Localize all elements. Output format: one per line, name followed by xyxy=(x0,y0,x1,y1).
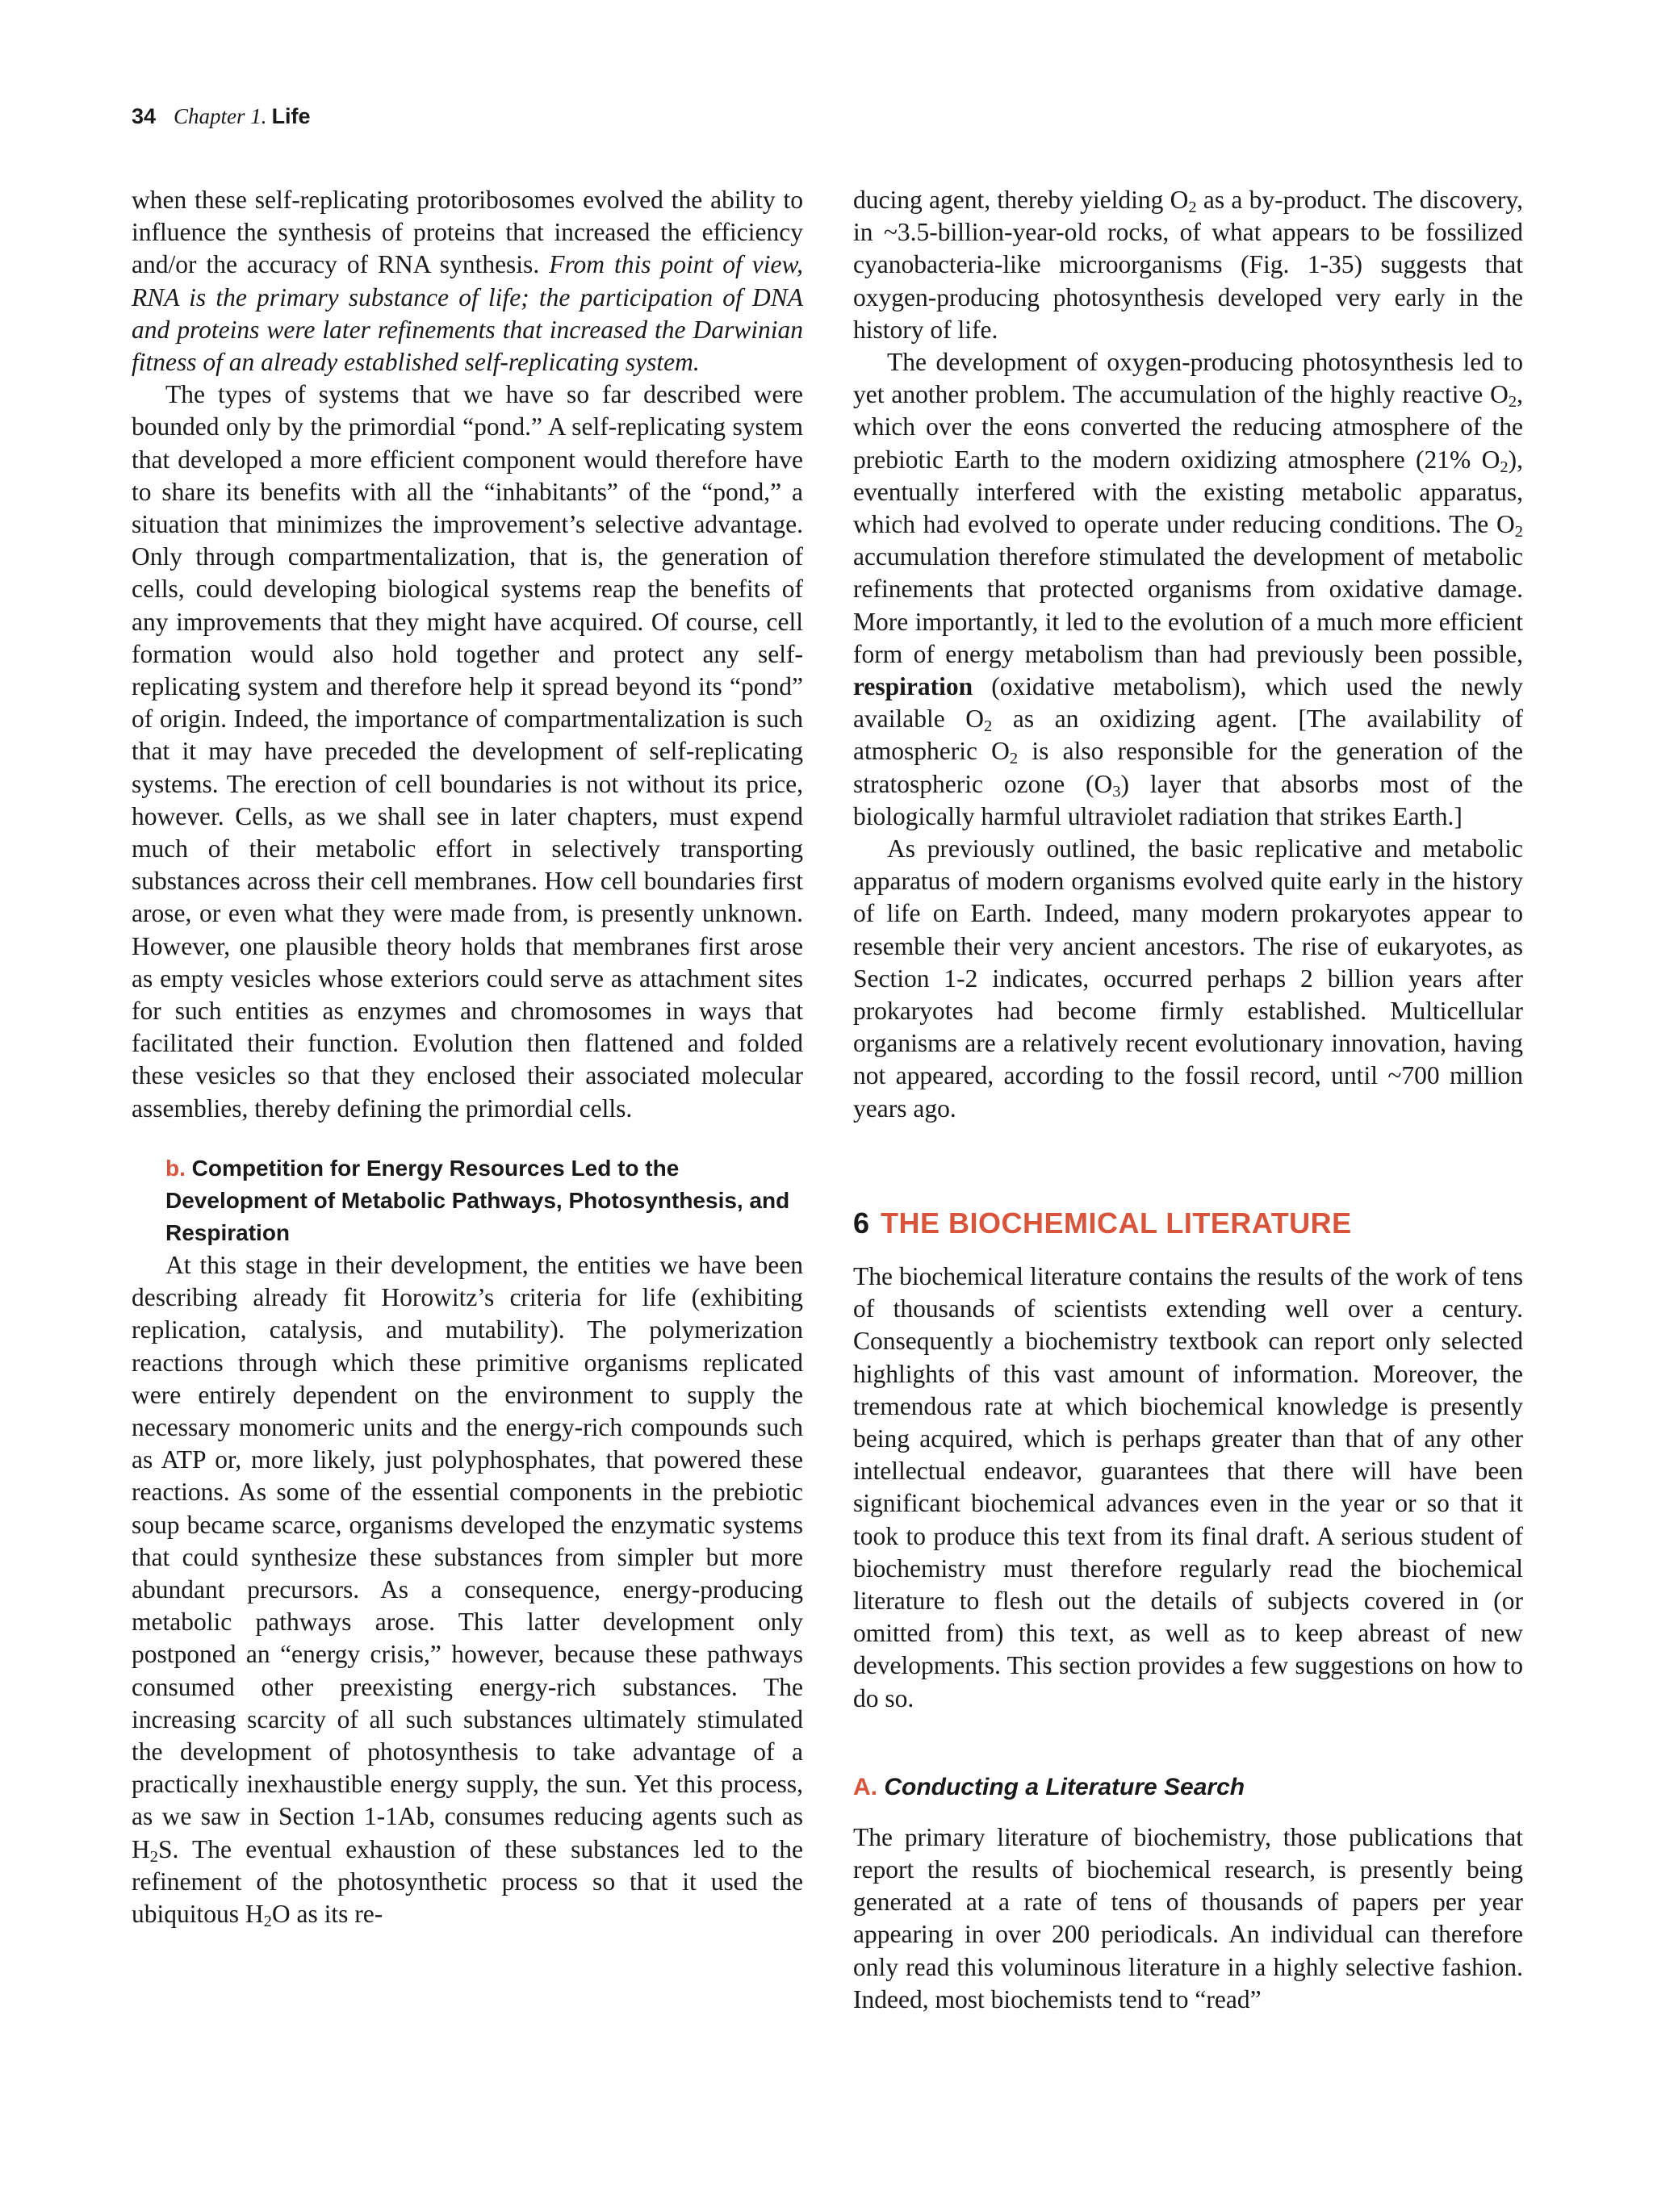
page-number: 34 xyxy=(132,104,157,128)
paragraph xyxy=(132,1249,803,1930)
paragraph-text: accumulation therefore stimulated the development of metabolic refinements that protected organisms from oxidative damage. More importantly, it led to the evolution of a much more efficient form of energy metabolism than had previously been possible, xyxy=(853,542,1523,668)
paragraph xyxy=(853,184,1523,346)
section-heading xyxy=(853,1204,1523,1243)
section-number: 6 xyxy=(853,1206,870,1240)
paragraph-text: ), eventually interfered with the existing metabolic apparatus, which had evolved to operate under reducing conditions. The O xyxy=(853,445,1523,539)
subsection-heading xyxy=(853,1771,1523,1804)
chapter-name: Life xyxy=(271,104,311,128)
subscript: 2 xyxy=(263,1913,272,1931)
paragraph-text: ducing agent, thereby yielding O xyxy=(853,186,1189,214)
subsection-letter: b. xyxy=(165,1155,186,1181)
subscript: 2 xyxy=(1500,458,1509,476)
paragraph-italic-text: From this point of view, RNA is the primary substance of life; the participation of DNA and proteins were later refinements that increased the Darwinian fitness of an already established self-replicating system. xyxy=(132,250,804,377)
paragraph: The primary literature of biochemistry, those publications that report the results of biochemical research, is presently being generated at a rate of tens of thousands of papers per year appearing in over 200 periodicals. An individual can therefore only read this voluminous literature in a highly selective fashion. Indeed, most biochemists tend to “read” xyxy=(853,1822,1523,2013)
running-head xyxy=(132,100,311,132)
subscript: 2 xyxy=(1009,750,1019,768)
subsection-heading xyxy=(165,1152,803,1249)
subsection-letter: A. xyxy=(853,1773,877,1800)
left-column xyxy=(132,184,803,1930)
bold-term: respiration xyxy=(853,672,973,701)
paragraph: As previously outlined, the basic replicative and metabolic apparatus of modern organisms evolved quite early in the history of life on Earth. Indeed, many modern prokaryotes appear to resemble their very ancient ancestors. The rise of eukaryotes, as Section 1-2 indicates, occurred perhaps 2 billion years after prokaryotes had become firmly established. Multicellular organisms are a relatively recent evolutionary innovation, having not appeared, according to the fossil record, until ~700 million years ago. xyxy=(853,834,1523,1123)
subsection-title: Conducting a Literature Search xyxy=(884,1773,1245,1800)
subscript: 2 xyxy=(1508,393,1517,412)
section-title: THE BIOCHEMICAL LITERATURE xyxy=(881,1206,1352,1240)
subscript: 2 xyxy=(984,717,993,736)
chapter-label: Chapter 1. xyxy=(174,104,267,128)
right-column xyxy=(853,184,1523,2016)
paragraph: The biochemical literature contains the results of the work of tens of thousands of scientists extending well over a century. Consequently a biochemistry textbook can report only selected highlights of this vast amount of information. Moreover, the tremendous rate at which biochemical knowledge is presently being acquired, which is perhaps greater than that of any other intellectual endeavor, guarantees that there will have been significant biochemical advances even in the year or so that it took to produce this text from its final draft. A serious student of biochemistry must therefore regularly read the biochemical literature to flesh out the details of subjects covered in (or omitted from) this text, as well as to keep abreast of new developments. This section provides a few suggestions on how to do so. xyxy=(853,1261,1523,1712)
paragraph-text: O as its re- xyxy=(271,1899,383,1928)
paragraph-text: is also responsible for the generation of the stratospheric ozone (O xyxy=(853,737,1523,798)
paragraph xyxy=(132,184,803,378)
paragraph: The types of systems that we have so far described were bounded only by the primordial “pond.” A self-replicating system that developed a more efficient component would therefore have to share its benefits with all the “inhabitants” of the “pond,” a situation that minimizes the improvement’s selective advantage. Only through compartmentalization, that is, the generation of cells, could developing biological systems reap the benefits of any improvements that they might have acquired. Of course, cell formation would also hold together and protect any self-replicating system and therefore help it spread beyond its “pond” of origin. Indeed, the importance of compartmentalization is such that it may have preceded the development of self-replicating systems. The erection of cell boundaries is not without its price, however. Cells, as we shall see in later chapters, must expend much of their metabolic effort in selectively transporting substances across their cell membranes. How cell boundaries first arose, or even what they were made from, is presently unknown. However, one plausible theory holds that membranes first arose as empty vesicles whose exteriors could serve as attachment sites for such entities as enzymes and chromosomes in ways that facilitated their function. Evolution then flattened and folded these vesicles so that they enclosed their associated molecular assemblies, thereby defining the primordial cells. xyxy=(132,380,803,1123)
paragraph-text: as an oxidizing agent. [The availability of atmospheric O xyxy=(853,705,1523,766)
paragraph-text: , which over the eons converted the reducing atmosphere of the prebiotic Earth to the modern oxidizing atmosphere (21% O xyxy=(853,380,1523,474)
paragraph xyxy=(853,346,1523,833)
paragraph-text: (oxidative metabolism), which used the newly available O xyxy=(853,672,1523,734)
paragraph-text: S. The eventual exhaustion of these substances led to the refinement of the photosynthetic process so that it used the ubiquitous H xyxy=(132,1834,803,1928)
subscript: 3 xyxy=(1112,782,1121,801)
subscript: 2 xyxy=(1188,199,1197,217)
subsection-title: Competition for Energy Resources Led to the Development of Metabolic Pathways, Photosynthesis, and Respiration xyxy=(165,1155,790,1245)
paragraph-text: The development of oxygen-producing photosynthesis led to yet another problem. The accumulation of the highly reactive O xyxy=(853,348,1523,409)
paragraph-text: as a by-product. The discovery, in ~3.5-billion-year-old rocks, of what appears to be fossilized cyanobacteria-like microorganisms (Fig. 1-35) suggests that oxygen-producing photosynthesis developed very early in the history of life. xyxy=(853,186,1523,344)
paragraph-text: when these self-replicating protoribosomes evolved the ability to influence the synthesis of proteins that increased the efficiency and/or the accuracy of RNA synthesis. xyxy=(132,186,803,279)
paragraph-text: ) layer that absorbs most of the biologically harmful ultraviolet radiation that strikes Earth.] xyxy=(853,769,1523,830)
paragraph-text: At this stage in their development, the entities we have been describing already fit Horowitz’s criteria for life (exhibiting replication, catalysis, and mutability). The polymerization reactions through which these primitive organisms replicated were entirely dependent on the environment to supply the necessary monomeric units and the energy-rich compounds such as ATP or, more likely, just polyphosphates, that powered these reactions. As some of the essential components in the prebiotic soup became scarce, organisms developed the enzymatic systems that could synthesize these substances from simpler but more abundant precursors. As a consequence, energy-producing metabolic pathways arose. This latter development only postponed an “energy crisis,” however, because these pathways consumed other preexisting energy-rich substances. The increasing scarcity of all such substances ultimately stimulated the development of photosynthesis to take advantage of a practically inexhaustible energy supply, the sun. Yet this process, as we saw in Section 1-1Ab, consumes reducing agents such as H xyxy=(132,1250,803,1863)
subscript: 2 xyxy=(1514,523,1523,542)
subscript: 2 xyxy=(149,1847,158,1866)
